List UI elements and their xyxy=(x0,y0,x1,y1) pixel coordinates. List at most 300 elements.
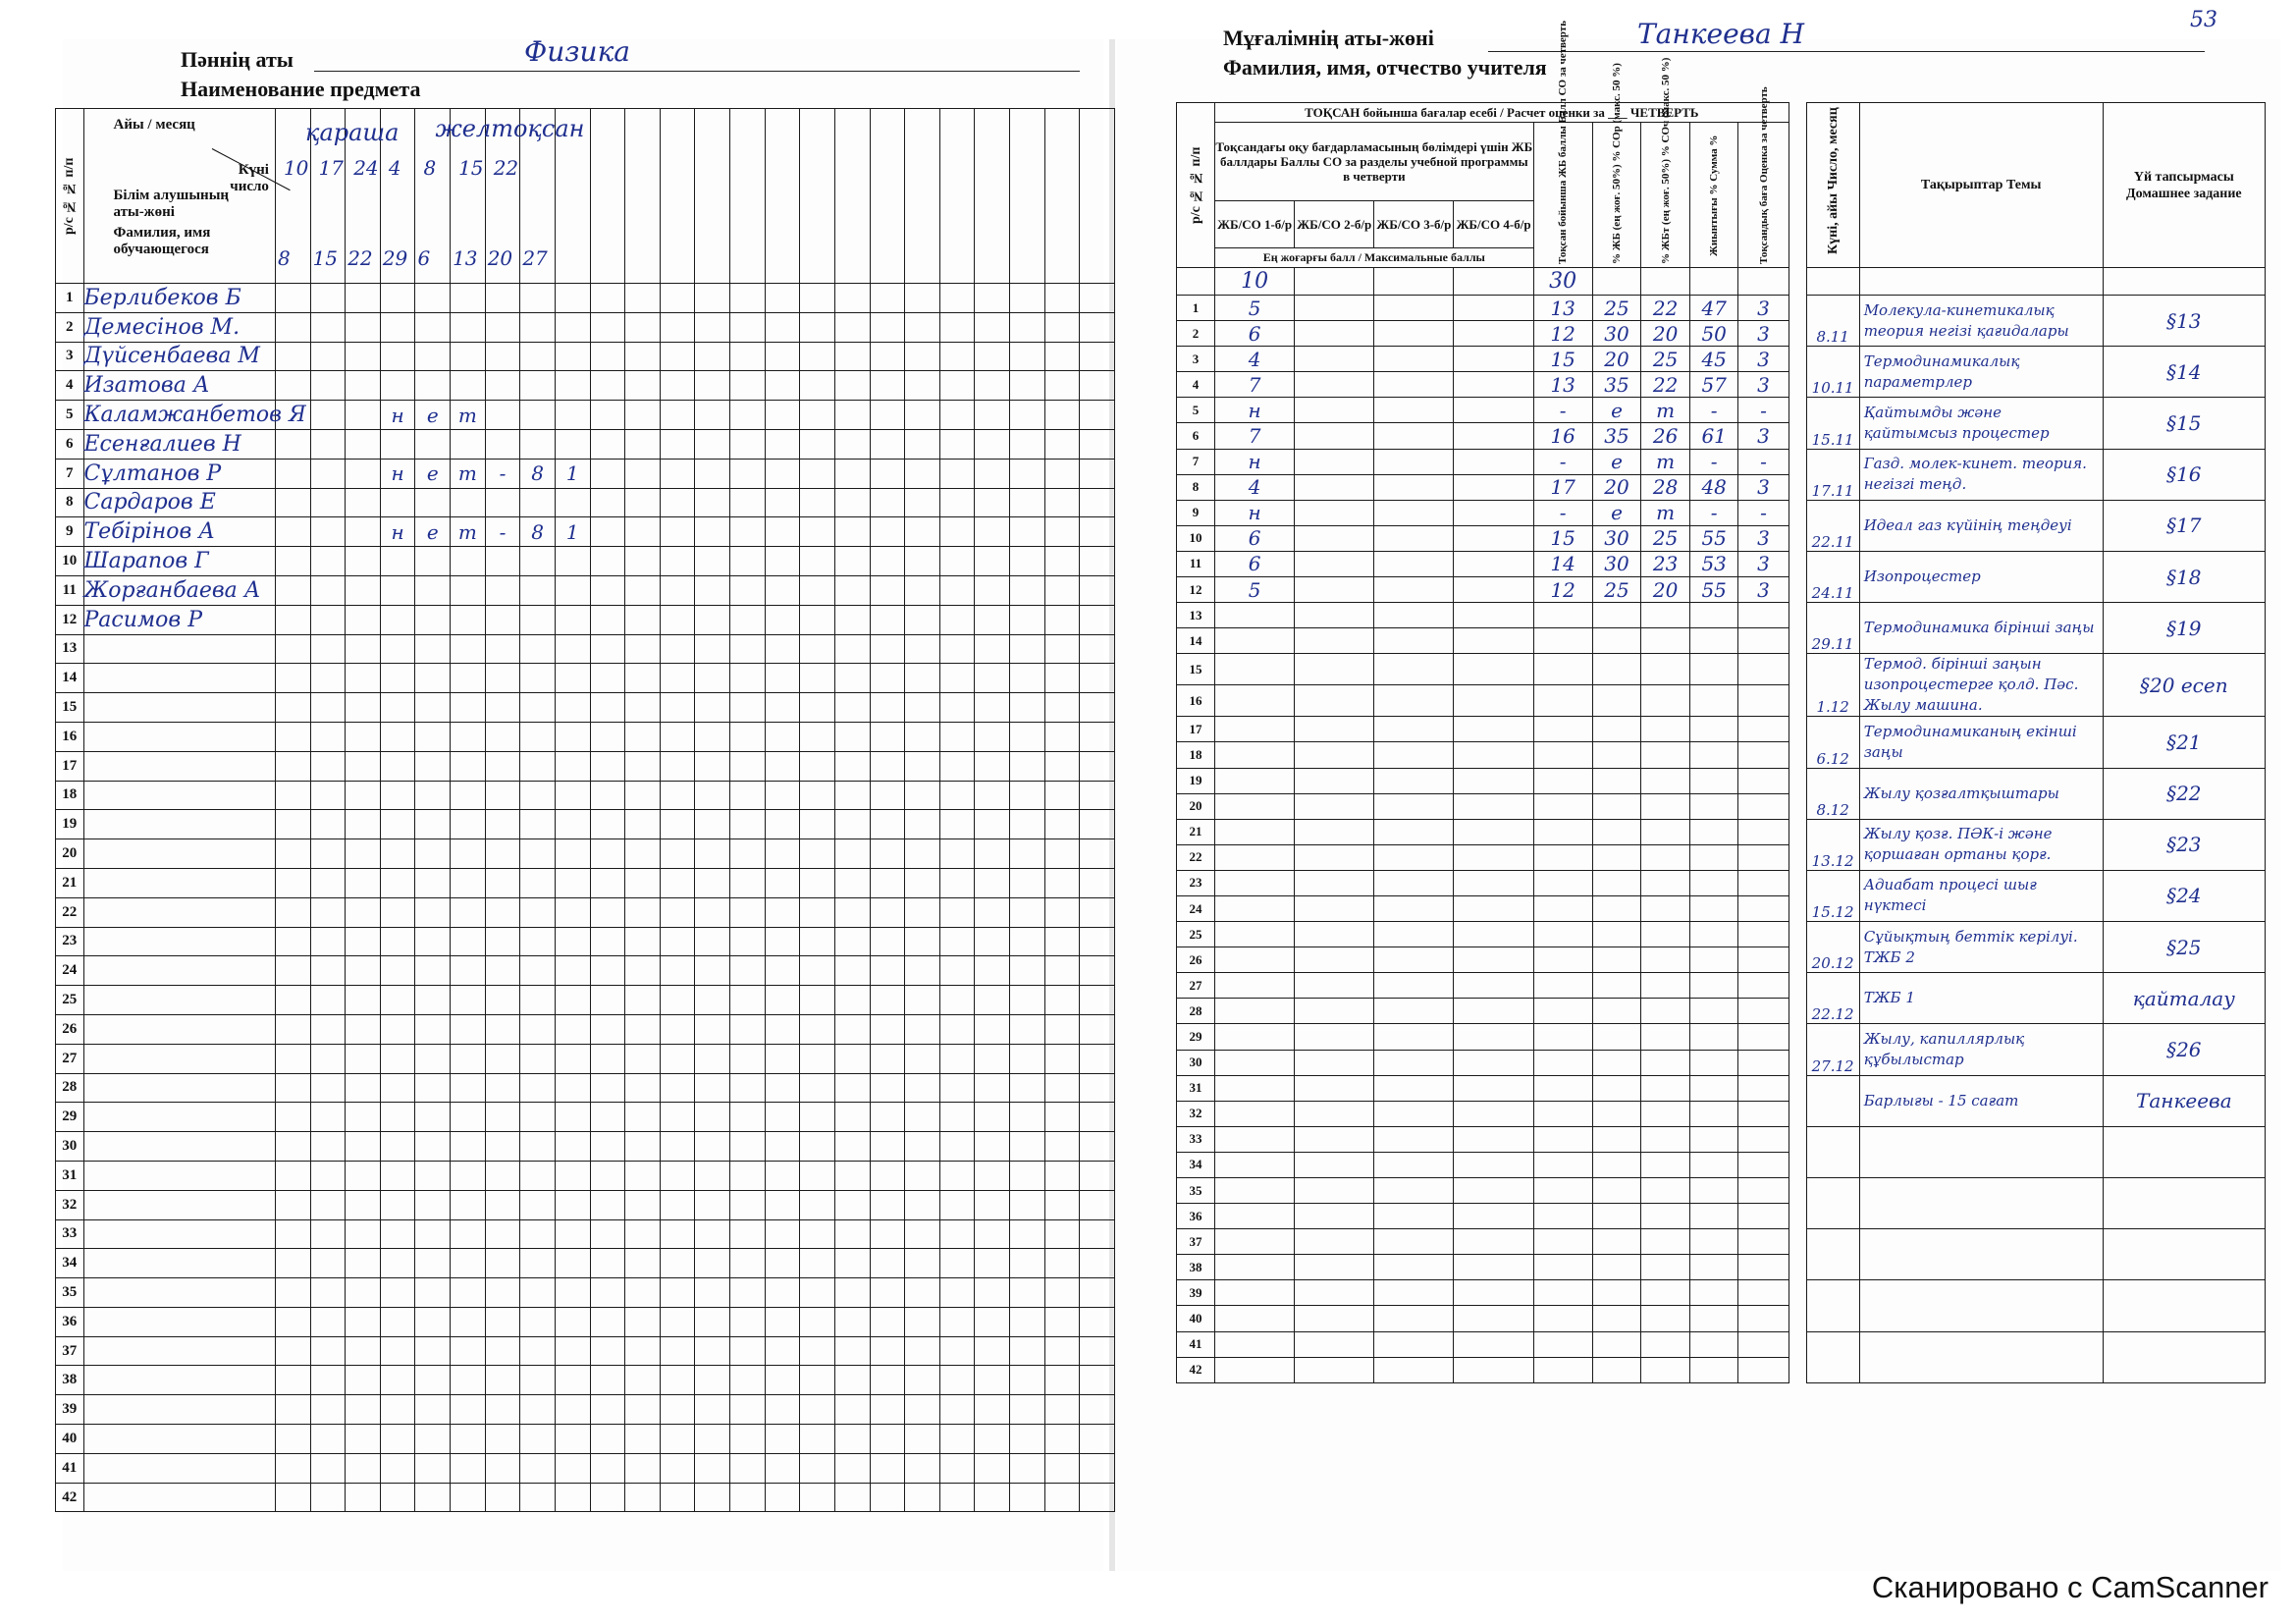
grade-empty[interactable] xyxy=(1454,999,1533,1024)
grade-pct2[interactable] xyxy=(1641,1306,1690,1331)
attendance-cell[interactable] xyxy=(975,1014,1010,1044)
attendance-cell[interactable] xyxy=(800,1014,835,1044)
attendance-cell[interactable] xyxy=(485,868,520,897)
grade-empty[interactable] xyxy=(1295,603,1374,628)
grade-grade[interactable] xyxy=(1738,1280,1789,1306)
attendance-cell[interactable] xyxy=(310,1249,346,1278)
attendance-cell[interactable] xyxy=(590,722,625,751)
attendance-cell[interactable] xyxy=(975,605,1010,634)
attendance-cell[interactable] xyxy=(415,634,451,664)
attendance-cell[interactable] xyxy=(765,429,800,459)
grade-pct2[interactable]: т xyxy=(1641,449,1690,474)
attendance-cell[interactable] xyxy=(451,1073,486,1103)
attendance-cell[interactable] xyxy=(905,664,940,693)
grade-pct1[interactable] xyxy=(1592,999,1641,1024)
attendance-cell[interactable] xyxy=(555,312,590,342)
attendance-cell[interactable] xyxy=(975,488,1010,517)
attendance-cell[interactable] xyxy=(695,429,730,459)
attendance-cell[interactable] xyxy=(590,751,625,781)
grade-empty[interactable] xyxy=(1374,768,1454,793)
attendance-cell[interactable] xyxy=(485,575,520,605)
grade-empty[interactable] xyxy=(1295,819,1374,844)
attendance-cell[interactable] xyxy=(660,810,695,839)
grade-empty[interactable] xyxy=(1454,1178,1533,1204)
attendance-cell[interactable] xyxy=(415,575,451,605)
attendance-cell[interactable]: т xyxy=(451,517,486,547)
attendance-cell[interactable] xyxy=(905,693,940,723)
attendance-cell[interactable] xyxy=(310,312,346,342)
attendance-cell[interactable] xyxy=(1080,1278,1115,1308)
attendance-cell[interactable] xyxy=(555,1307,590,1336)
attendance-cell[interactable] xyxy=(451,1278,486,1308)
attendance-cell[interactable] xyxy=(346,634,381,664)
attendance-cell[interactable] xyxy=(415,810,451,839)
attendance-cell[interactable] xyxy=(415,1453,451,1483)
grade-grade[interactable]: - xyxy=(1738,449,1789,474)
grade-pct2[interactable]: 22 xyxy=(1641,372,1690,398)
attendance-cell[interactable] xyxy=(1010,1219,1045,1249)
attendance-cell[interactable] xyxy=(975,1044,1010,1073)
attendance-cell[interactable] xyxy=(695,1161,730,1190)
attendance-cell[interactable] xyxy=(451,547,486,576)
attendance-cell[interactable] xyxy=(1080,839,1115,869)
attendance-cell[interactable] xyxy=(660,517,695,547)
grade-so1[interactable] xyxy=(1215,1075,1295,1101)
attendance-cell[interactable] xyxy=(380,371,415,401)
attendance-cell[interactable] xyxy=(415,897,451,927)
attendance-cell[interactable] xyxy=(730,839,766,869)
attendance-cell[interactable] xyxy=(730,693,766,723)
attendance-cell[interactable] xyxy=(905,868,940,897)
grade-pct2[interactable] xyxy=(1641,1075,1690,1101)
grade-empty[interactable] xyxy=(1454,654,1533,685)
grade-sum[interactable] xyxy=(1689,1229,1738,1255)
attendance-cell[interactable] xyxy=(730,897,766,927)
attendance-cell[interactable] xyxy=(765,517,800,547)
attendance-cell[interactable] xyxy=(975,868,1010,897)
attendance-cell[interactable] xyxy=(1080,459,1115,488)
attendance-cell[interactable] xyxy=(485,664,520,693)
grade-sum[interactable] xyxy=(1689,922,1738,947)
attendance-cell[interactable] xyxy=(695,517,730,547)
grade-pct1[interactable] xyxy=(1592,844,1641,870)
attendance-cell[interactable] xyxy=(275,1132,310,1162)
grade-total[interactable] xyxy=(1533,742,1592,768)
attendance-cell[interactable] xyxy=(520,1425,556,1454)
attendance-cell[interactable] xyxy=(1044,1278,1080,1308)
attendance-cell[interactable] xyxy=(905,810,940,839)
attendance-cell[interactable] xyxy=(625,781,661,810)
grade-empty[interactable] xyxy=(1454,423,1533,449)
grade-grade[interactable] xyxy=(1738,844,1789,870)
attendance-cell[interactable] xyxy=(1080,1219,1115,1249)
attendance-cell[interactable] xyxy=(975,1425,1010,1454)
grade-total[interactable] xyxy=(1533,768,1592,793)
attendance-cell[interactable] xyxy=(415,1014,451,1044)
attendance-cell[interactable] xyxy=(695,605,730,634)
attendance-cell[interactable] xyxy=(834,1366,870,1395)
attendance-cell[interactable] xyxy=(1010,634,1045,664)
attendance-cell[interactable] xyxy=(730,722,766,751)
grade-so1[interactable]: 6 xyxy=(1215,551,1295,576)
attendance-cell[interactable] xyxy=(660,927,695,956)
grade-sum[interactable] xyxy=(1689,973,1738,999)
attendance-cell[interactable] xyxy=(765,1366,800,1395)
attendance-cell[interactable] xyxy=(800,839,835,869)
attendance-cell[interactable] xyxy=(660,1161,695,1190)
grade-so1[interactable] xyxy=(1215,1101,1295,1126)
attendance-cell[interactable] xyxy=(730,664,766,693)
attendance-cell[interactable] xyxy=(590,781,625,810)
grade-so1[interactable]: 6 xyxy=(1215,525,1295,551)
grade-empty[interactable] xyxy=(1295,1357,1374,1382)
attendance-cell[interactable] xyxy=(485,839,520,869)
attendance-cell[interactable] xyxy=(451,1307,486,1336)
attendance-cell[interactable] xyxy=(1010,868,1045,897)
attendance-cell[interactable] xyxy=(520,810,556,839)
attendance-cell[interactable] xyxy=(660,429,695,459)
attendance-cell[interactable] xyxy=(520,986,556,1015)
attendance-cell[interactable] xyxy=(800,1132,835,1162)
attendance-cell[interactable] xyxy=(346,605,381,634)
grade-empty[interactable] xyxy=(1454,1024,1533,1050)
attendance-cell[interactable] xyxy=(590,634,625,664)
attendance-cell[interactable] xyxy=(1044,371,1080,401)
attendance-cell[interactable] xyxy=(415,1249,451,1278)
attendance-cell[interactable] xyxy=(939,810,975,839)
attendance-cell[interactable] xyxy=(590,1073,625,1103)
attendance-cell[interactable] xyxy=(555,1395,590,1425)
grade-total[interactable] xyxy=(1533,628,1592,654)
grade-grade[interactable] xyxy=(1738,819,1789,844)
attendance-cell[interactable] xyxy=(275,664,310,693)
attendance-cell[interactable] xyxy=(415,664,451,693)
grade-total[interactable]: 14 xyxy=(1533,551,1592,576)
grade-empty[interactable] xyxy=(1295,551,1374,576)
attendance-cell[interactable] xyxy=(310,459,346,488)
attendance-cell[interactable] xyxy=(695,751,730,781)
attendance-cell[interactable] xyxy=(520,1307,556,1336)
grade-empty[interactable] xyxy=(1454,973,1533,999)
attendance-cell[interactable] xyxy=(660,1249,695,1278)
attendance-cell[interactable] xyxy=(451,575,486,605)
grade-total[interactable] xyxy=(1533,1306,1592,1331)
attendance-cell[interactable] xyxy=(520,634,556,664)
attendance-cell[interactable] xyxy=(346,956,381,986)
attendance-cell[interactable] xyxy=(695,1336,730,1366)
attendance-cell[interactable] xyxy=(1080,605,1115,634)
grade-so1[interactable]: н xyxy=(1215,398,1295,423)
grade-pct2[interactable] xyxy=(1641,628,1690,654)
grade-pct1[interactable] xyxy=(1592,819,1641,844)
attendance-cell[interactable] xyxy=(939,1103,975,1132)
attendance-cell[interactable] xyxy=(660,751,695,781)
attendance-cell[interactable] xyxy=(275,897,310,927)
grade-total[interactable]: 13 xyxy=(1533,372,1592,398)
attendance-cell[interactable] xyxy=(730,429,766,459)
grade-pct2[interactable] xyxy=(1641,1255,1690,1280)
grade-sum[interactable] xyxy=(1689,1280,1738,1306)
attendance-cell[interactable] xyxy=(975,956,1010,986)
attendance-cell[interactable] xyxy=(346,1483,381,1512)
attendance-cell[interactable] xyxy=(870,634,905,664)
grade-grade[interactable] xyxy=(1738,1357,1789,1382)
attendance-cell[interactable] xyxy=(765,810,800,839)
attendance-cell[interactable]: н xyxy=(380,401,415,430)
grade-total[interactable]: - xyxy=(1533,449,1592,474)
attendance-cell[interactable] xyxy=(275,1307,310,1336)
attendance-cell[interactable] xyxy=(520,693,556,723)
attendance-cell[interactable] xyxy=(660,1278,695,1308)
grade-sum[interactable] xyxy=(1689,717,1738,742)
attendance-cell[interactable] xyxy=(485,547,520,576)
attendance-cell[interactable] xyxy=(695,986,730,1015)
grade-grade[interactable] xyxy=(1738,768,1789,793)
attendance-cell[interactable] xyxy=(730,284,766,313)
grade-pct1[interactable] xyxy=(1592,1075,1641,1101)
attendance-cell[interactable] xyxy=(834,575,870,605)
attendance-cell[interactable] xyxy=(939,429,975,459)
attendance-cell[interactable] xyxy=(380,897,415,927)
attendance-cell[interactable] xyxy=(800,517,835,547)
attendance-cell[interactable] xyxy=(346,371,381,401)
grade-grade[interactable] xyxy=(1738,685,1789,717)
attendance-cell[interactable] xyxy=(1080,284,1115,313)
attendance-cell[interactable] xyxy=(520,1161,556,1190)
attendance-cell[interactable] xyxy=(310,605,346,634)
grade-empty[interactable] xyxy=(1454,793,1533,819)
grade-pct2[interactable] xyxy=(1641,819,1690,844)
attendance-cell[interactable] xyxy=(380,1219,415,1249)
attendance-cell[interactable] xyxy=(660,284,695,313)
attendance-cell[interactable] xyxy=(975,634,1010,664)
grade-total[interactable] xyxy=(1533,1075,1592,1101)
attendance-cell[interactable] xyxy=(485,927,520,956)
attendance-cell[interactable] xyxy=(1010,1483,1045,1512)
attendance-cell[interactable] xyxy=(346,1278,381,1308)
attendance-cell[interactable] xyxy=(415,1132,451,1162)
attendance-cell[interactable] xyxy=(939,868,975,897)
grade-empty[interactable] xyxy=(1295,347,1374,372)
attendance-cell[interactable] xyxy=(451,868,486,897)
attendance-cell[interactable] xyxy=(870,1483,905,1512)
attendance-cell[interactable] xyxy=(275,927,310,956)
attendance-cell[interactable] xyxy=(765,868,800,897)
attendance-cell[interactable] xyxy=(451,986,486,1015)
attendance-cell[interactable] xyxy=(765,839,800,869)
attendance-cell[interactable] xyxy=(451,1103,486,1132)
attendance-cell[interactable] xyxy=(730,401,766,430)
grade-pct2[interactable]: 23 xyxy=(1641,551,1690,576)
attendance-cell[interactable] xyxy=(660,1395,695,1425)
attendance-cell[interactable] xyxy=(310,401,346,430)
grade-total[interactable] xyxy=(1533,1280,1592,1306)
grade-pct1[interactable] xyxy=(1592,603,1641,628)
attendance-cell[interactable] xyxy=(380,605,415,634)
attendance-cell[interactable] xyxy=(520,751,556,781)
attendance-cell[interactable] xyxy=(451,751,486,781)
attendance-cell[interactable] xyxy=(625,927,661,956)
attendance-cell[interactable] xyxy=(660,897,695,927)
grade-empty[interactable] xyxy=(1374,1178,1454,1204)
attendance-cell[interactable] xyxy=(939,371,975,401)
attendance-cell[interactable] xyxy=(1044,1190,1080,1219)
grade-empty[interactable] xyxy=(1454,742,1533,768)
grade-empty[interactable] xyxy=(1454,922,1533,947)
attendance-cell[interactable] xyxy=(310,897,346,927)
attendance-cell[interactable] xyxy=(275,1395,310,1425)
grade-so1[interactable] xyxy=(1215,1280,1295,1306)
attendance-cell[interactable] xyxy=(765,1073,800,1103)
attendance-cell[interactable] xyxy=(1010,693,1045,723)
attendance-cell[interactable] xyxy=(905,1249,940,1278)
attendance-cell[interactable] xyxy=(380,956,415,986)
attendance-cell[interactable] xyxy=(520,342,556,371)
attendance-cell[interactable] xyxy=(451,488,486,517)
grade-so1[interactable] xyxy=(1215,768,1295,793)
attendance-cell[interactable] xyxy=(905,575,940,605)
attendance-cell[interactable] xyxy=(485,810,520,839)
grade-empty[interactable] xyxy=(1374,870,1454,895)
attendance-cell[interactable] xyxy=(834,1044,870,1073)
grade-empty[interactable] xyxy=(1374,654,1454,685)
attendance-cell[interactable] xyxy=(415,371,451,401)
attendance-cell[interactable] xyxy=(555,664,590,693)
attendance-cell[interactable] xyxy=(485,634,520,664)
attendance-cell[interactable] xyxy=(520,1190,556,1219)
attendance-cell[interactable] xyxy=(451,1453,486,1483)
attendance-cell[interactable]: н xyxy=(380,459,415,488)
grade-total[interactable] xyxy=(1533,973,1592,999)
attendance-cell[interactable] xyxy=(800,1044,835,1073)
attendance-cell[interactable] xyxy=(310,1103,346,1132)
grade-so1[interactable] xyxy=(1215,1357,1295,1382)
grade-empty[interactable] xyxy=(1454,819,1533,844)
attendance-cell[interactable] xyxy=(625,1395,661,1425)
attendance-cell[interactable] xyxy=(520,1073,556,1103)
attendance-cell[interactable] xyxy=(695,1073,730,1103)
attendance-cell[interactable] xyxy=(310,342,346,371)
attendance-cell[interactable] xyxy=(870,517,905,547)
grade-pct1[interactable] xyxy=(1592,1024,1641,1050)
grade-empty[interactable] xyxy=(1374,423,1454,449)
attendance-cell[interactable] xyxy=(451,664,486,693)
attendance-cell[interactable]: т xyxy=(451,459,486,488)
attendance-cell[interactable] xyxy=(275,342,310,371)
grade-grade[interactable]: 3 xyxy=(1738,372,1789,398)
attendance-cell[interactable] xyxy=(905,547,940,576)
attendance-cell[interactable] xyxy=(310,693,346,723)
attendance-cell[interactable] xyxy=(555,1278,590,1308)
attendance-cell[interactable] xyxy=(1010,1336,1045,1366)
attendance-cell[interactable] xyxy=(905,1161,940,1190)
attendance-cell[interactable] xyxy=(520,284,556,313)
attendance-cell[interactable] xyxy=(905,1278,940,1308)
grade-empty[interactable] xyxy=(1374,844,1454,870)
grade-sum[interactable] xyxy=(1689,1050,1738,1075)
attendance-cell[interactable] xyxy=(975,1336,1010,1366)
attendance-cell[interactable] xyxy=(975,1073,1010,1103)
attendance-cell[interactable] xyxy=(695,575,730,605)
attendance-cell[interactable] xyxy=(346,1219,381,1249)
grade-pct2[interactable]: 20 xyxy=(1641,577,1690,603)
attendance-cell[interactable] xyxy=(555,488,590,517)
attendance-cell[interactable] xyxy=(275,693,310,723)
attendance-cell[interactable] xyxy=(520,1044,556,1073)
attendance-cell[interactable] xyxy=(1080,1483,1115,1512)
grade-grade[interactable] xyxy=(1738,973,1789,999)
attendance-cell[interactable] xyxy=(1044,1307,1080,1336)
grade-empty[interactable] xyxy=(1454,296,1533,321)
attendance-cell[interactable] xyxy=(275,1161,310,1190)
attendance-cell[interactable] xyxy=(310,1336,346,1366)
attendance-cell[interactable] xyxy=(695,1190,730,1219)
attendance-cell[interactable] xyxy=(380,1395,415,1425)
grade-pct1[interactable] xyxy=(1592,870,1641,895)
attendance-cell[interactable] xyxy=(939,1453,975,1483)
grade-empty[interactable] xyxy=(1374,973,1454,999)
grade-empty[interactable] xyxy=(1454,1101,1533,1126)
attendance-cell[interactable] xyxy=(380,751,415,781)
attendance-cell[interactable] xyxy=(765,634,800,664)
attendance-cell[interactable] xyxy=(870,1103,905,1132)
attendance-cell[interactable] xyxy=(520,1249,556,1278)
attendance-cell[interactable] xyxy=(380,839,415,869)
attendance-cell[interactable] xyxy=(275,810,310,839)
grade-empty[interactable] xyxy=(1295,742,1374,768)
attendance-cell[interactable] xyxy=(834,459,870,488)
attendance-cell[interactable] xyxy=(415,1161,451,1190)
attendance-cell[interactable] xyxy=(1080,1249,1115,1278)
attendance-cell[interactable] xyxy=(1080,1014,1115,1044)
attendance-cell[interactable] xyxy=(625,1014,661,1044)
attendance-cell[interactable] xyxy=(695,868,730,897)
attendance-cell[interactable] xyxy=(1010,1132,1045,1162)
attendance-cell[interactable] xyxy=(939,401,975,430)
grade-sum[interactable]: - xyxy=(1689,500,1738,525)
grade-pct1[interactable] xyxy=(1592,1331,1641,1357)
attendance-cell[interactable] xyxy=(310,1307,346,1336)
attendance-cell[interactable] xyxy=(660,312,695,342)
grade-grade[interactable] xyxy=(1738,628,1789,654)
attendance-cell[interactable] xyxy=(730,1425,766,1454)
grade-empty[interactable] xyxy=(1295,999,1374,1024)
attendance-cell[interactable] xyxy=(590,810,625,839)
grade-empty[interactable] xyxy=(1295,1050,1374,1075)
attendance-cell[interactable] xyxy=(695,1132,730,1162)
attendance-cell[interactable] xyxy=(1080,1161,1115,1190)
attendance-cell[interactable] xyxy=(555,722,590,751)
grade-empty[interactable] xyxy=(1374,742,1454,768)
attendance-cell[interactable] xyxy=(1044,1103,1080,1132)
grade-pct1[interactable]: 25 xyxy=(1592,296,1641,321)
attendance-cell[interactable] xyxy=(765,284,800,313)
attendance-cell[interactable] xyxy=(939,1190,975,1219)
attendance-cell[interactable] xyxy=(415,927,451,956)
attendance-cell[interactable] xyxy=(939,284,975,313)
attendance-cell[interactable] xyxy=(1010,401,1045,430)
attendance-cell[interactable] xyxy=(975,1132,1010,1162)
grade-empty[interactable] xyxy=(1454,1126,1533,1152)
grade-pct2[interactable] xyxy=(1641,922,1690,947)
attendance-cell[interactable] xyxy=(451,897,486,927)
attendance-cell[interactable] xyxy=(1044,927,1080,956)
attendance-cell[interactable] xyxy=(451,284,486,313)
grade-pct2[interactable] xyxy=(1641,1178,1690,1204)
attendance-cell[interactable] xyxy=(1010,927,1045,956)
grade-total[interactable] xyxy=(1533,1126,1592,1152)
attendance-cell[interactable] xyxy=(485,693,520,723)
